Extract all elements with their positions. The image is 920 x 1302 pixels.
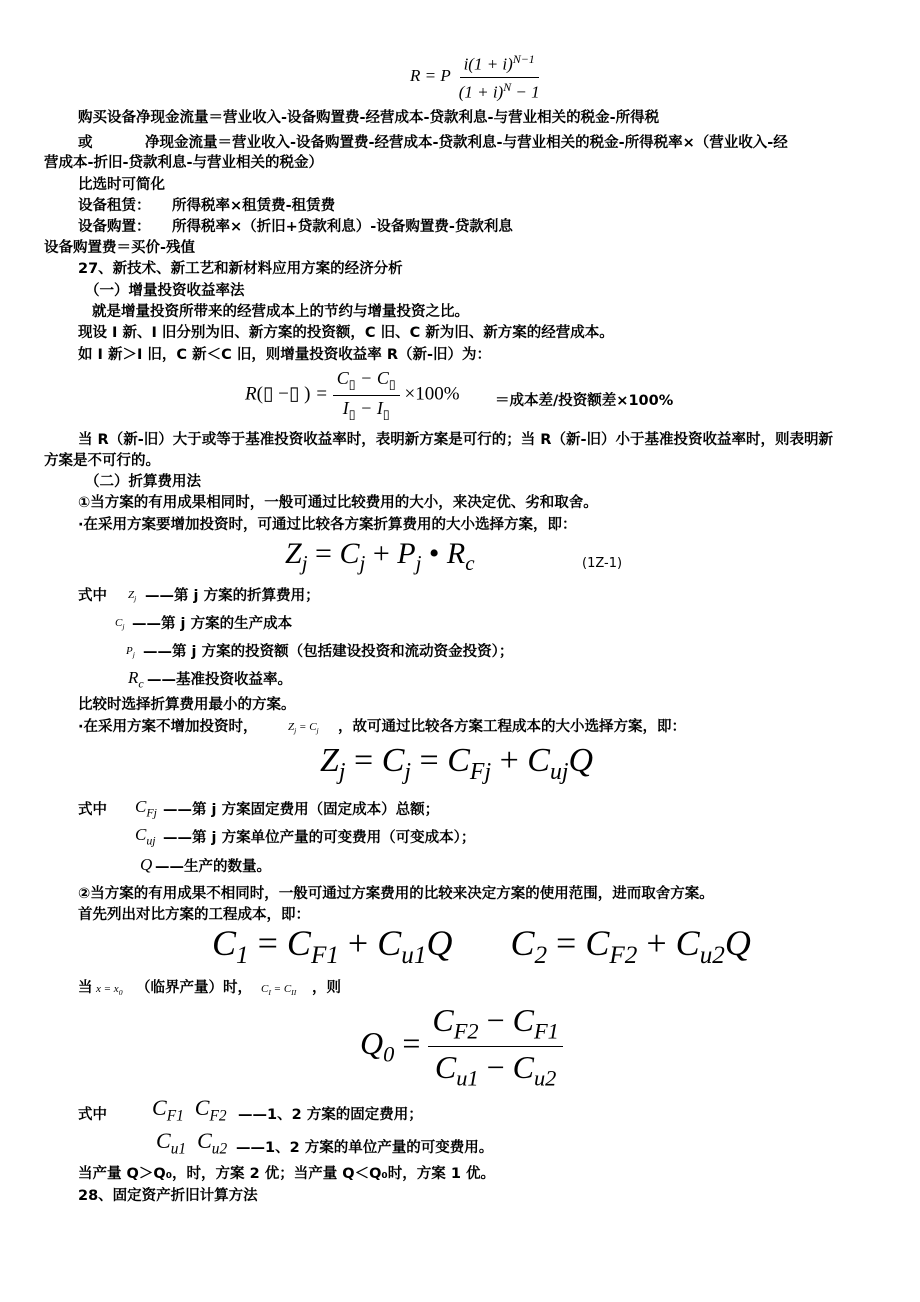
- line-purchase-cashflow: 购买设备净现金流量＝营业收入-设备购置费-经营成本-贷款利息-与营业相关的税金-所得税: [78, 110, 660, 126]
- line-judgement-cont: 方案是不可行的。: [44, 453, 160, 469]
- line-when-a: 当: [78, 980, 93, 996]
- line-judgement: 当 R（新-旧）大于或等于基准投资收益率时，表明新方案是可行的；当 R（新-旧）小于基准投资收益率时，则表明新: [78, 432, 833, 448]
- line-or: 或: [78, 135, 93, 151]
- def-rc: ——基准投资收益率。: [147, 672, 292, 688]
- formula-annuity: [410, 52, 544, 102]
- symbol-cj: $C_j$: [115, 617, 125, 632]
- line-case-1: ①当方案的有用成果相同时，一般可通过比较费用的大小，来决定优、劣和取舍。: [78, 495, 598, 511]
- formula-q0: $Q_0$ = $\frac{C_{F2} - C_{F1}}{C_{u1} - C_{u2}}$: [360, 1002, 563, 1092]
- line-case-add-invest: ·在采用方案要增加投资时，可通过比较各方案折算费用的大小选择方案，即：: [78, 517, 577, 533]
- line-conclusion: 当产量 Q＞Q₀，时，方案 2 优；当产量 Q＜Q₀时，方案 1 优。: [78, 1166, 495, 1182]
- heading-incremental-roi: （一）增量投资收益率法: [85, 283, 245, 299]
- symbol-zj-eq-cj: $Z_j = C_j$: [288, 721, 319, 736]
- line-net-cashflow-cont: 营成本-折旧-贷款利息-与营业相关的税金）: [44, 155, 324, 171]
- def-cf: ——1、2 方案的固定费用；: [238, 1107, 423, 1123]
- line-case-no-invest-a: ·在采用方案不增加投资时，: [78, 719, 258, 735]
- symbol-cu1-cu2: $C_{u1}$ $C_{u2}$: [156, 1128, 228, 1158]
- line-simplify: 比选时可简化: [78, 177, 165, 193]
- line-definition: 就是增量投资所带来的经营成本上的节约与增量投资之比。: [92, 304, 469, 320]
- symbol-pj: $P_j$: [126, 645, 135, 660]
- formula-den-tail: − 1: [511, 82, 540, 102]
- line-condition: 如 I 新＞I 旧，C 新＜C 旧，则增量投资收益率 R（新-旧）为：: [78, 347, 492, 363]
- def-cuj: ——第 j 方案单位产量的可变费用（可变成本）；: [163, 830, 476, 846]
- line-purchase-label: 设备购置：: [78, 219, 151, 235]
- def-cu: ——1、2 方案的单位产量的可变费用。: [236, 1140, 494, 1156]
- where-label-2: 式中: [78, 802, 107, 818]
- symbol-cf1-cf2: $C_{F1}$ $C_{F2}$: [152, 1095, 227, 1125]
- def-zj: ——第 j 方案的折算费用；: [145, 588, 320, 604]
- line-purchase-formula: 所得税率×（折旧+贷款利息）-设备购置费-贷款利息: [172, 219, 513, 235]
- formula-zj: $Z_j = C_j + P_j$ • $R_c$: [285, 537, 475, 575]
- heading-27: 27、新技术、新工艺和新材料应用方案的经济分析: [78, 261, 403, 277]
- def-cj: ——第 j 方案的生产成本: [132, 616, 293, 632]
- line-case-2: ②当方案的有用成果不相同时，一般可通过方案费用的比较来决定方案的使用范围，进而取舍方案。: [78, 886, 714, 902]
- symbol-x-eq-x0: $x = x_0$: [96, 983, 123, 998]
- heading-28: 28、固定资产折旧计算方法: [78, 1188, 258, 1204]
- line-case-no-invest-b: ，故可通过比较各方案工程成本的大小选择方案，即：: [338, 719, 686, 735]
- symbol-cuj: $C_{uj}$: [135, 825, 156, 848]
- symbol-zj: $Z_j$: [128, 589, 137, 604]
- def-cfj: ——第 j 方案固定费用（固定成本）总额；: [163, 802, 440, 818]
- def-pj: ——第 j 方案的投资额（包括建设投资和流动资金投资）；: [143, 644, 514, 660]
- formula-lhs: R = P: [410, 66, 451, 86]
- def-q: ——生产的数量。: [155, 859, 271, 875]
- line-net-cashflow: 净现金流量＝营业收入-设备购置费-经营成本-贷款利息-与营业相关的税金-所得税率×（营业收入-经: [145, 135, 788, 151]
- line-when-c: ，则: [312, 980, 341, 996]
- symbol-rc: $R_c$: [128, 668, 144, 691]
- heading-conversion-cost: （二）折算费用法: [85, 474, 201, 490]
- where-label-1: 式中: [78, 588, 107, 604]
- formula-zj-cj: $Z_j = C_j = C_{Fj} + C_{uj}Q$: [320, 742, 594, 785]
- equation-tag: (1Z-1): [582, 556, 623, 571]
- symbol-ci-eq-cii: $C_I = C_{II}$: [261, 983, 297, 998]
- line-when-b: （临界产量）时，: [136, 980, 252, 996]
- line-choose-min: 比较时选择折算费用最小的方案。: [78, 697, 296, 713]
- formula-num-exp: N−1: [512, 52, 535, 66]
- line-lease-formula: 所得税率×租赁费-租赁费: [172, 198, 336, 214]
- line-lease-label: 设备租赁：: [78, 198, 151, 214]
- symbol-q: Q: [140, 855, 153, 874]
- line-list-costs: 首先列出对比方案的工程成本，即：: [78, 907, 310, 923]
- formula-incremental-roi: R(▯ −▯ ) = $\frac{C_▯ - C_▯}{I_▯ - I_▯}$ ×100%: [245, 368, 460, 422]
- line-purchase-cost: 设备购置费＝买价-残值: [44, 240, 196, 256]
- formula-denominator: (1 + i): [458, 82, 504, 102]
- formula-c1-c2: $C_1 = C_{F1} + C_{u1}Q$ $C_2 = C_{F2} + C_{u2}Q$: [212, 923, 751, 970]
- where-label-3: 式中: [78, 1107, 107, 1123]
- line-assume: 现设 I 新、I 旧分别为旧、新方案的投资额，C 旧、C 新为旧、新方案的经营成本。: [78, 325, 614, 341]
- formula-den-exp: N: [503, 79, 512, 94]
- formula-numerator: i(1 + i): [463, 54, 513, 74]
- symbol-cfj: $C_{Fj}$: [135, 797, 157, 820]
- formula-roi-text: ＝成本差/投资额差×100%: [495, 393, 674, 409]
